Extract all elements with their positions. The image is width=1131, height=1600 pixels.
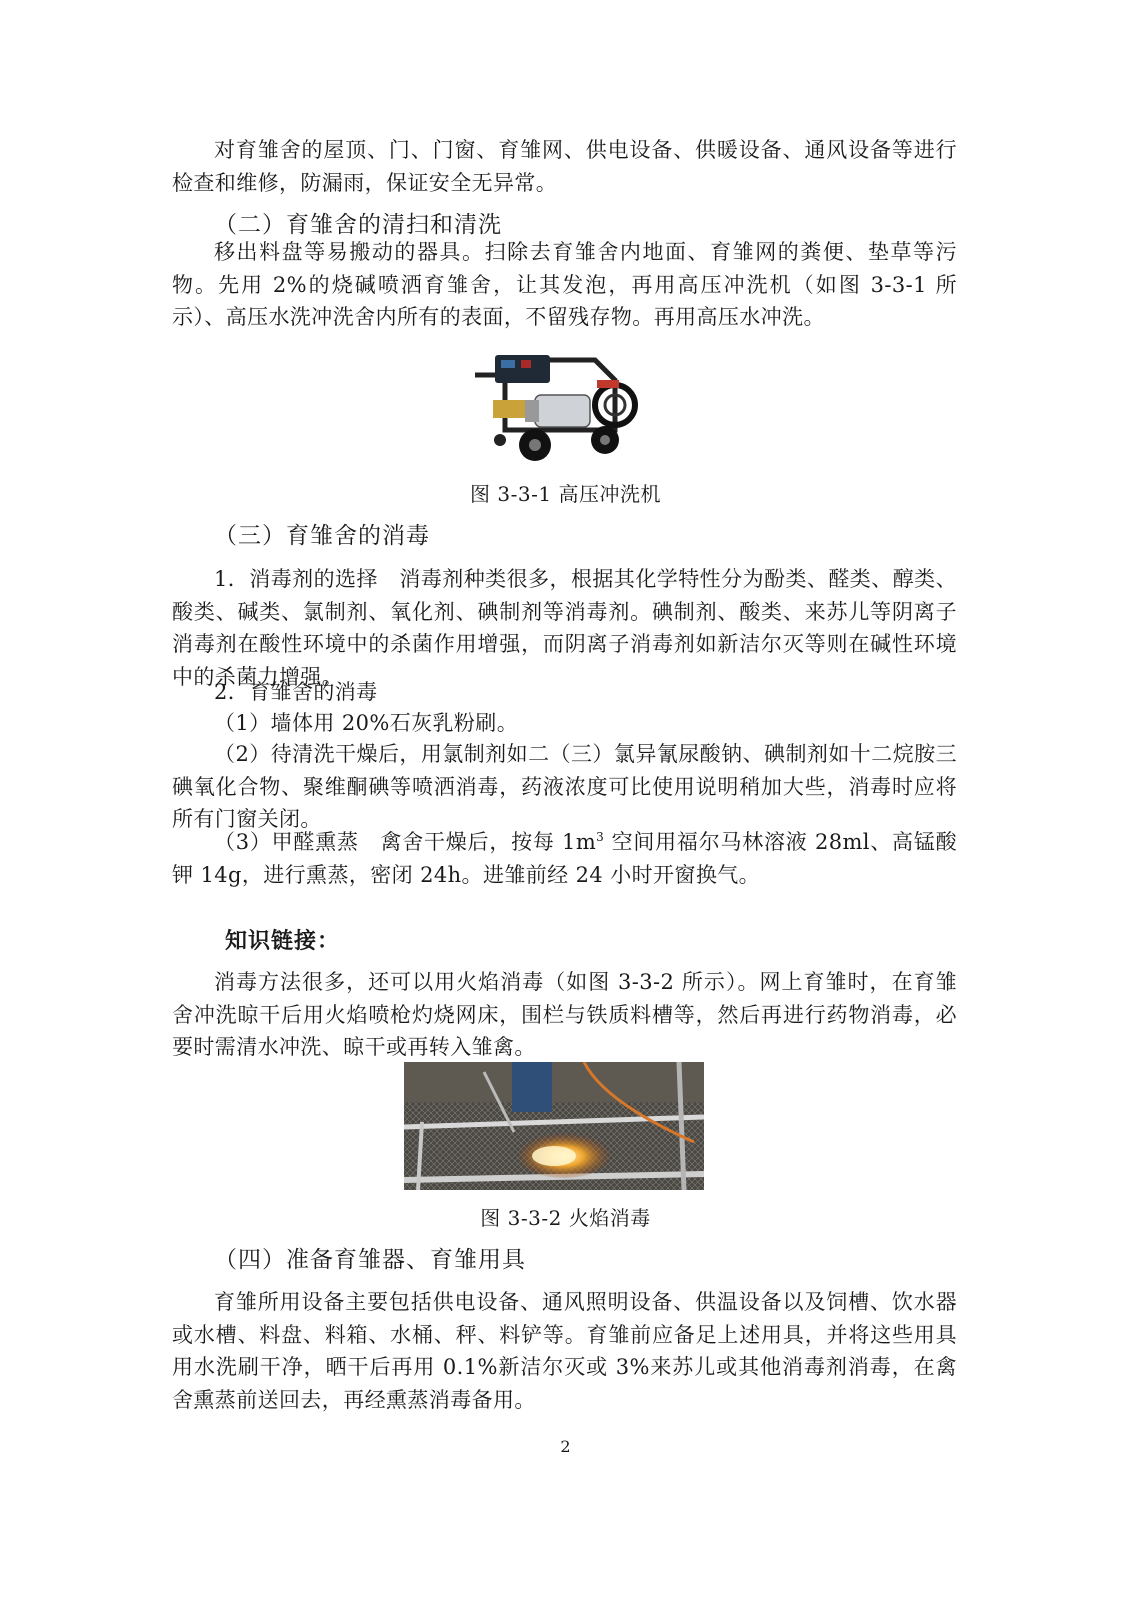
- flame-disinfection-figure: [404, 1062, 704, 1190]
- page-number: 2: [560, 1437, 571, 1456]
- section-heading-equipment: （四）准备育雏器、育雏用具: [214, 1247, 526, 1273]
- section-heading-cleaning: （二）育雏舍的清扫和清洗: [214, 212, 502, 238]
- flame-disinfection-paragraph: 消毒方法很多，还可以用火焰消毒（如图 3-3-2 所示）。网上育雏时，在育雏舍冲洗晾干后用火焰喷枪灼烧网床，围栏与铁质料槽等，然后再进行药物消毒，必要时需清水冲洗、晾干或再转入雏禽。: [172, 970, 957, 1059]
- disinfection-step-1: （1）墙体用 20%石灰乳粉刷。: [214, 711, 519, 735]
- section-heading-disinfection: （三）育雏舍的消毒: [214, 523, 430, 549]
- flame-disinfection-image: [404, 1062, 704, 1190]
- figure-caption-washer: 图 3-3-1 高压冲洗机: [470, 482, 661, 506]
- disinfection-subheading: 2．育雏舍的消毒: [214, 680, 378, 704]
- inspection-paragraph: 对育雏舍的屋顶、门、门窗、育雏网、供电设备、供暖设备、通风设备等进行检查和维修，防漏雨，保证安全无异常。: [172, 138, 957, 195]
- knowledge-link-heading: 知识链接：: [225, 929, 341, 954]
- disinfectant-choice-paragraph: 1．消毒剂的选择 消毒剂种类很多，根据其化学特性分为酚类、醛类、醇类、酸类、碱类、氯制剂、氧化剂、碘制剂等消毒剂。碘制剂、酸类、来苏儿等阴离子消毒剂在酸性环境中的杀菌作用增强，而阴离子消毒剂如新洁尔灭等则在碱性环境中的杀菌力增强。: [172, 567, 957, 689]
- fumigation-text-b: 空间用福尔马林溶液 28ml、高锰酸钾 14g，进行熏蒸，密闭 24h。进雏前经 24 小时开窗换气。: [172, 830, 957, 887]
- disinfection-step-3: [172, 821, 957, 891]
- figure-caption-flame: 图 3-3-2 火焰消毒: [480, 1206, 651, 1230]
- disinfection-step-2: （2）待清洗干燥后，用氯制剂如二（三）氯异氰尿酸钠、碘制剂如十二烷胺三碘氧化合物、聚维酮碘等喷洒消毒，药液浓度可比使用说明稍加大些，消毒时应将所有门窗关闭。: [172, 742, 957, 831]
- cubic-superscript: 3: [596, 830, 605, 844]
- pressure-washer-figure: [465, 340, 645, 470]
- equipment-paragraph: 育雏所用设备主要包括供电设备、通风照明设备、供温设备以及饲槽、饮水器或水槽、料盘、料箱、水桶、秤、料铲等。育雏前应备足上述用具，并将这些用具用水洗刷干净，晒干后再用 0.1%新洁尔灭或 3%来苏儿或其他消毒剂消毒，在禽舍熏蒸前送回去，再经熏蒸消毒备用。: [172, 1290, 957, 1412]
- cleaning-paragraph: 移出料盘等易搬动的器具。扫除去育雏舍内地面、育雏网的粪便、垫草等污物。先用 2%的烧碱喷洒育雏舍，让其发泡，再用高压冲洗机（如图 3-3-1 所示）、高压水洗冲洗舍内所有的表面，不留残存物。再用高压水冲洗。: [172, 240, 957, 329]
- fumigation-text-a: （3）甲醛熏蒸 禽舍干燥后，按每 1m: [214, 830, 597, 854]
- pressure-washer-image: [465, 340, 645, 470]
